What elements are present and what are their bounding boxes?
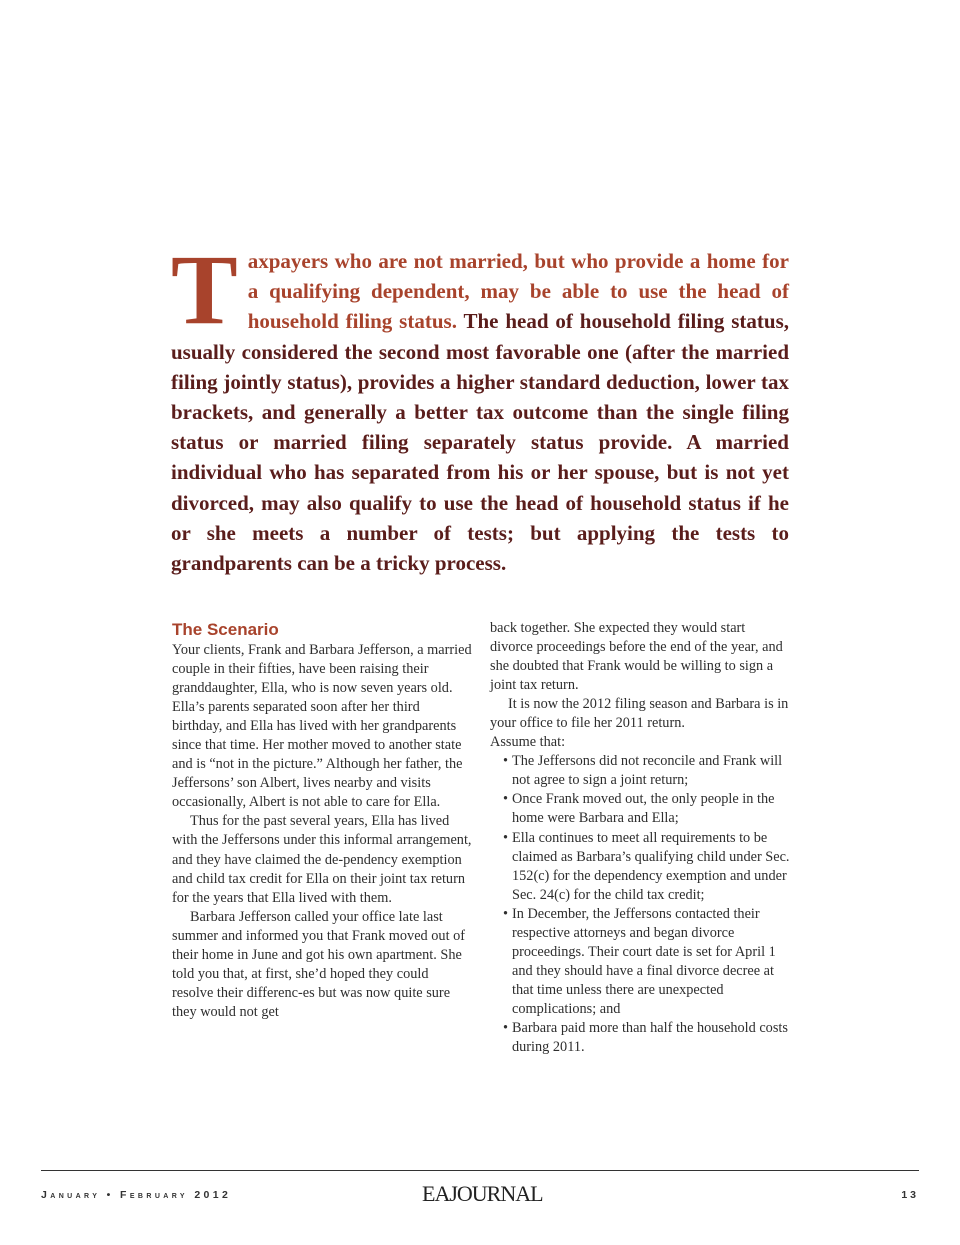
list-item: • The Jeffersons did not reconcile and Frank will not agree to sign a joint return; [490,752,790,790]
intro-body-text: The head of household filing status, usually considered the second most favorable one (after the married filing jointly status), provides a higher standard deduction, lower tax brackets, and generally a better tax outcome than the single filing status or married filing separately status provide. A married individual who has separated from his or her spouse, but is not yet divorced, may also qualify to use the head of household status if he or she meets a number of tests; but applying the tests to grandparents can be a tricky process. [171,309,790,576]
article-paragraph: Your clients, Frank and Barbara Jefferson, a married couple in their fifties, have been raising their granddaughter, Ella, who is now seven years old. Ella’s parents separated soon after her third birthday, and Ella has lived with her grandparents since that time. Her mother moved to another state and is “not in the picture.” Although her father, the Jeffersons’ son Albert, lives nearby and visits occasionally, Albert is not able to care for Ella. [172,642,472,811]
footer-divider [41,1170,919,1171]
article-column-right [490,619,790,1057]
page-number: 13 [901,1189,919,1201]
list-item: • Ella continues to meet all requirements to be claimed as Barbara’s qualifying child under Sec. 152(c) for the dependency exemption and under Sec. 24(c) for the child tax credit; [490,829,790,905]
article-column-left [172,619,472,1022]
list-item: • In December, the Jeffersons contacted their respective attorneys and began divorce proceedings. Their court date is set for April 1 and they should have a final divorce decree at that time unless there are unexpected complications; and [490,905,790,1019]
list-item: • Barbara paid more than half the household costs during 2011. [490,1019,790,1057]
article-paragraph: Barbara Jefferson called your office late last summer and informed you that Frank moved out of their home in June and got his own apartment. She told you that, at first, she’d hoped they could resolve their differenc-es but was now quite sure they would not get [172,908,466,1020]
article-paragraph: Thus for the past several years, Ella has lived with the Jeffersons under this informal arrangement, and they have claimed the de-pendency exemption and child tax credit for Ella on their joint tax return for the years that Ella lived with them. [172,813,472,906]
section-heading: The Scenario [172,620,279,639]
drop-cap: T [171,234,238,345]
article-paragraph: It is now the 2012 filing season and Barbara is in your office to file her 2011 return. [490,696,789,732]
article-paragraph: back together. She expected they would start divorce proceedings before the end of the year, and she doubted that Frank would be willing to sign a joint tax return. [490,620,783,694]
list-item: • Once Frank moved out, the only people in the home were Barbara and Ella; [490,790,790,828]
issue-date: January • February 2012 [41,1189,232,1201]
intro-lead-text: axpayers who are not married, but who provide a home for a qualifying dependent, may be able to use the head of household filing status. [247,249,789,334]
article-paragraph: Assume that: [490,734,566,751]
assumption-list [490,752,790,1057]
intro-paragraph [171,234,790,578]
journal-logo: EAJOURNAL [422,1181,543,1206]
